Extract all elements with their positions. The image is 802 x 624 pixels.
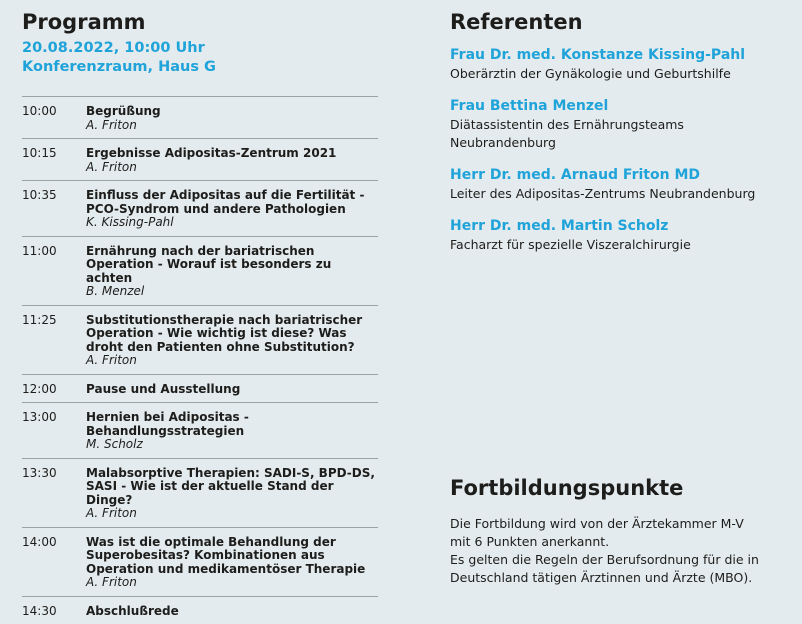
program-item bbox=[22, 597, 378, 624]
cme-text-line: mit 6 Punkten anerkannt. bbox=[450, 533, 790, 551]
program-item bbox=[22, 528, 378, 597]
program-item-title: Ernährung nach der bariatrischen Operation - Worauf ist besonders zu achten bbox=[86, 245, 378, 286]
speaker-role: Oberärztin der Gynäkologie und Geburtshilfe bbox=[450, 65, 790, 83]
speakers-list bbox=[450, 46, 790, 254]
program-item bbox=[22, 237, 378, 306]
program-item-time: 13:30 bbox=[22, 467, 86, 521]
speaker-entry bbox=[450, 166, 790, 203]
program-item-time: 10:35 bbox=[22, 189, 86, 230]
program-item-title: Was ist die optimale Behandlung der Superobesitas? Kombinationen aus Operation und medikamentöser Therapie bbox=[86, 536, 378, 577]
program-item bbox=[22, 459, 378, 528]
cme-text-line: Die Fortbildung wird von der Ärztekammer M-V bbox=[450, 515, 790, 533]
program-item-speaker: M. Scholz bbox=[86, 438, 378, 452]
program-item-time: 12:00 bbox=[22, 383, 86, 397]
speakers-heading: Referenten bbox=[450, 8, 790, 36]
program-item-time: 10:00 bbox=[22, 105, 86, 132]
program-item-title: Begrüßung bbox=[86, 105, 378, 119]
program-item-body bbox=[86, 147, 378, 174]
cme-text-line: Es gelten die Regeln der Berufsordnung für die in bbox=[450, 551, 790, 569]
program-item-body bbox=[86, 411, 378, 452]
program-item-time: 14:30 bbox=[22, 605, 86, 619]
program-item-speaker: A. Friton bbox=[86, 161, 378, 175]
program-heading: Programm bbox=[22, 8, 378, 36]
speaker-entry bbox=[450, 46, 790, 83]
cme-text bbox=[450, 515, 790, 587]
program-item-title: Einfluss der Adipositas auf die Fertilität - PCO-Syndrom und andere Pathologien bbox=[86, 189, 378, 216]
program-item-title: Abschlußrede bbox=[86, 605, 378, 619]
program-item-time: 11:25 bbox=[22, 314, 86, 368]
speaker-entry bbox=[450, 97, 790, 152]
program-item bbox=[22, 97, 378, 139]
program-item-speaker: A. Friton bbox=[86, 507, 378, 521]
program-item-time: 13:00 bbox=[22, 411, 86, 452]
program-item-body bbox=[86, 105, 378, 132]
speaker-role: Leiter des Adipositas-Zentrums Neubrandenburg bbox=[450, 185, 790, 203]
program-item-time: 14:00 bbox=[22, 536, 86, 590]
cme-text-line: Deutschland tätigen Ärztinnen und Ärzte (MBO). bbox=[450, 569, 790, 587]
event-date: 20.08.2022, 10:00 Uhr bbox=[22, 39, 378, 58]
program-item-title: Pause und Ausstellung bbox=[86, 383, 378, 397]
speaker-role: Neubrandenburg bbox=[450, 134, 790, 152]
program-item bbox=[22, 403, 378, 459]
program-item-speaker: K. Kissing-Pahl bbox=[86, 216, 378, 230]
program-item-body bbox=[86, 314, 378, 368]
speaker-entry bbox=[450, 217, 790, 254]
program-list bbox=[22, 96, 378, 624]
speaker-name: Herr Dr. med. Martin Scholz bbox=[450, 217, 790, 236]
program-item-body bbox=[86, 467, 378, 521]
speaker-name: Frau Dr. med. Konstanze Kissing-Pahl bbox=[450, 46, 790, 65]
program-item-time: 11:00 bbox=[22, 245, 86, 299]
program-item-speaker: A. Friton bbox=[86, 119, 378, 133]
program-item-title: Ergebnisse Adipositas-Zentrum 2021 bbox=[86, 147, 378, 161]
program-item-body bbox=[86, 245, 378, 299]
program-item-time: 10:15 bbox=[22, 147, 86, 174]
program-item bbox=[22, 139, 378, 181]
program-item bbox=[22, 375, 378, 404]
speakers-section bbox=[450, 8, 790, 254]
speaker-name: Herr Dr. med. Arnaud Friton MD bbox=[450, 166, 790, 185]
cme-heading: Fortbildungspunkte bbox=[450, 474, 790, 502]
program-item bbox=[22, 306, 378, 375]
program-item-speaker: A. Friton bbox=[86, 576, 378, 590]
event-location: Konferenzraum, Haus G bbox=[22, 58, 378, 77]
program-item-speaker: B. Menzel bbox=[86, 285, 378, 299]
speaker-role: Facharzt für spezielle Viszeralchirurgie bbox=[450, 236, 790, 254]
cme-section bbox=[450, 474, 790, 587]
speaker-role: Diätassistentin des Ernährungsteams bbox=[450, 116, 790, 134]
program-item-body bbox=[86, 536, 378, 590]
program-section bbox=[22, 8, 378, 624]
speaker-name: Frau Bettina Menzel bbox=[450, 97, 790, 116]
program-item-title: Substitutionstherapie nach bariatrischer Operation - Wie wichtig ist diese? Was droht den Patienten ohne Substitution? bbox=[86, 314, 378, 355]
program-item-body bbox=[86, 383, 378, 397]
program-item-body bbox=[86, 189, 378, 230]
program-item-title: Malabsorptive Therapien: SADI-S, BPD-DS, SASI - Wie ist der aktuelle Stand der Dinge? bbox=[86, 467, 378, 508]
program-item bbox=[22, 181, 378, 237]
program-item-title: Hernien bei Adipositas - Behandlungsstrategien bbox=[86, 411, 378, 438]
event-info bbox=[22, 39, 378, 77]
program-item-speaker: A. Friton bbox=[86, 354, 378, 368]
